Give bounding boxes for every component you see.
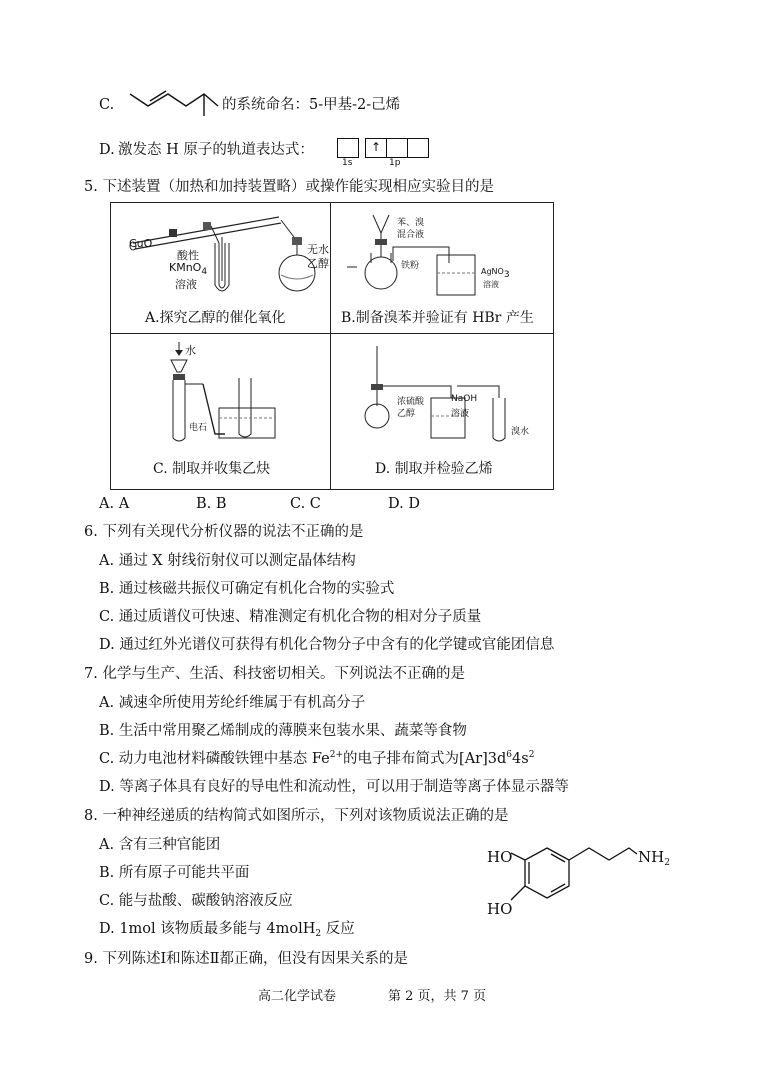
label-ethanol-d: 乙醇 <box>397 409 416 419</box>
q4-option-d-text: 激发态 H 原子的轨道表达式： <box>118 142 314 158</box>
q6-option-b: B. 通过核磁共振仪可确定有机化合物的实验式 <box>99 581 395 597</box>
label-agno3: AgNO$_3$ <box>481 267 510 280</box>
label-iron-powder: 铁粉 <box>401 261 420 271</box>
q8-option-c: C. 能与盐酸、碳酸钠溶液反应 <box>99 893 293 909</box>
label-bromine-water: 溴水 <box>511 427 530 437</box>
orbital-box-1p-1 <box>365 138 387 158</box>
q4-option-c-label: C. <box>99 97 115 113</box>
q8-option-a: A. 含有三种官能团 <box>99 837 221 853</box>
orbital-box-1p-3 <box>407 138 429 158</box>
label-naoh: NaOH <box>451 394 478 404</box>
label-benzene-bromine: 苯、溴 <box>397 218 425 228</box>
orbital-box-1p-2 <box>386 138 408 158</box>
label-ethanol: 乙醇 <box>307 257 329 270</box>
acetylene-apparatus <box>111 334 331 444</box>
label-acidic: 酸性 <box>177 249 199 262</box>
label-anhydrous: 无水 <box>307 243 329 256</box>
q6-stem: 6. 下列有关现代分析仪器的说法不正确的是 <box>84 524 364 540</box>
q7-option-a: A. 减速伞所使用芳纶纤维属于有机高分子 <box>99 695 366 711</box>
q6-option-d: D. 通过红外光谱仪可获得有机化合物分子中含有的化学键或官能团信息 <box>99 637 555 653</box>
q8-option-d: D. 1mol 该物质最多能与 4molH$_2$ 反应 <box>99 921 355 939</box>
q7-option-c: C. 动力电池材料磷酸铁锂中基态 $Fe^{2+}$的电子排布简式为$[Ar]3d^64s^2$ <box>99 750 535 767</box>
q5-option-a: A. A <box>99 496 130 512</box>
spin-up-arrow-icon: ↑ <box>371 140 382 154</box>
orbital-label-1s: 1s <box>342 158 353 168</box>
label-mixed-liquid: 混合液 <box>397 230 425 240</box>
caption-c: C. 制取并收集乙炔 <box>153 461 271 477</box>
q5-option-d: D. D <box>388 496 420 512</box>
caption-d: D. 制取并检验乙烯 <box>375 461 493 477</box>
label-calcium-carbide: 电石 <box>189 423 208 433</box>
apparatus-b <box>331 203 551 345</box>
q8-option-b: B. 所有原子可能共平面 <box>99 865 250 881</box>
bromobenzene-apparatus <box>331 203 551 303</box>
label-agno3-solution: 溶液 <box>483 280 499 289</box>
label-cuo: CuO <box>129 237 153 250</box>
q4-option-d-label: D. <box>99 142 115 158</box>
q6-option-a: A. 通过 X 射线衍射仪可以测定晶体结构 <box>99 553 356 569</box>
caption-a: A.探究乙醇的催化氧化 <box>145 310 286 326</box>
apparatus-a <box>111 203 331 345</box>
q5-option-b: B. B <box>196 496 227 512</box>
caption-b: B.制备溴苯并验证有 HBr 产生 <box>341 310 534 326</box>
label-kmno4: KMnO$_4$ <box>169 261 208 277</box>
label-naoh-solution: 溶液 <box>451 409 470 419</box>
q8-stem: 8. 一种神经递质的结构简式如图所示，下列对该物质说法正确的是 <box>84 808 509 824</box>
q7-option-b: B. 生活中常用聚乙烯制成的薄膜来包装水果、蔬菜等食物 <box>99 723 467 739</box>
label-solution: 溶液 <box>175 278 197 291</box>
hydroxyl-bottom: HO <box>487 900 513 918</box>
footer-subject: 高二化学试卷 <box>258 989 337 1004</box>
q5-apparatus-grid <box>110 202 554 490</box>
q9-stem: 9. 下列陈述Ⅰ和陈述Ⅱ都正确，但没有因果关系的是 <box>84 951 409 967</box>
apparatus-d <box>331 334 551 476</box>
orbital-diagram <box>337 138 427 170</box>
ethanol-oxidation-apparatus <box>111 203 331 303</box>
label-water: 水 <box>185 344 196 357</box>
q7-stem: 7. 化学与生产、生活、科技密切相关。下列说法不正确的是 <box>84 666 465 682</box>
q5-option-c: C. C <box>290 496 321 512</box>
amino-group: $NH_2$ <box>638 848 670 868</box>
q6-option-c: C. 通过质谱仪可快速、精准测定有机化合物的相对分子质量 <box>99 609 482 625</box>
q5-stem: 5. 下述装置（加热和加持装置略）或操作能实现相应实验目的是 <box>84 179 494 195</box>
footer-page-number: 第 2 页，共 7 页 <box>388 989 487 1004</box>
orbital-box-1s <box>337 138 359 158</box>
hexene-skeletal-structure <box>128 86 220 120</box>
hydroxyl-top: HO <box>487 848 513 866</box>
q4-option-c-text: 的系统命名：5-甲基-2-己烯 <box>222 97 401 113</box>
orbital-label-1p: 1p <box>389 158 401 168</box>
apparatus-c <box>111 334 331 476</box>
label-conc-sulfuric-acid: 浓硫酸 <box>397 397 425 407</box>
q7-option-d: D. 等离子体具有良好的导电性和流动性，可以用于制造等离子体显示器等 <box>99 779 569 795</box>
